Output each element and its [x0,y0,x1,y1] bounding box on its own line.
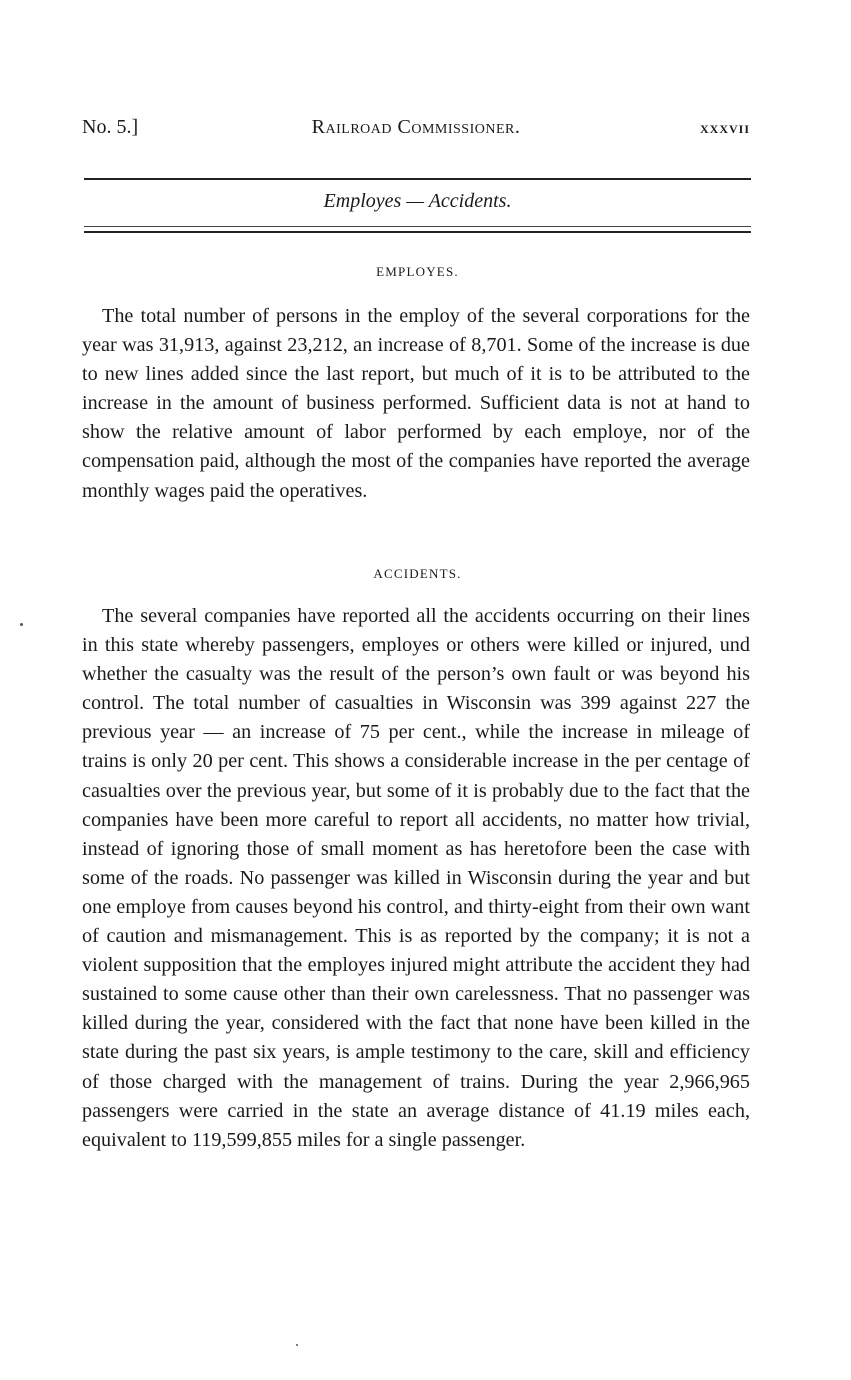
document-number: No. 5.] [82,116,139,138]
page-numeral: xxxvii [699,118,750,137]
accidents-heading: ACCIDENTS. [373,566,462,581]
bottom-rule [84,231,751,233]
accidents-paragraph: The several companies have reported all the accidents occurring on their lines in this state whereby passengers, employes or others were killed or injured, und whether the casualty was the result of the person’s own fault or was beyond his control. The total number of casualties in Wisconsin was 399 against 227 the previous year — an increase of 75 per cent., while the increase in mileage of trains is only 20 per cent. This shows a considerable increase in the per centage of casualties over the previous year, but some of it is probably due to the fact that the companies have been more careful to report all accidents, no matter how trivial, instead of ignoring those of small moment as has heretofore been the case with some of the roads. No passenger was killed in Wisconsin during the year and but one employe from causes beyond his control, and thirty-eight from their own want of caution and mismanagement. This is as reported by the company; it is not a violent supposition that the employes injured might attribute the accident they had sustained to some cause other than their own carelessness. That no passenger was killed during the year, considered with the fact that none have been killed in the state during the past six years, is ample testimony to the care, skill and efficiency of those charged with the management of trains. During the year 2,966,965 passengers were carried in the state an average distance of 41.19 miles each, equivalent to 119,599,855 miles for a single passenger. [82,605,750,1151]
paper-speck [20,623,23,626]
bottom-rule-thin [84,226,751,227]
running-title: Railroad Commissioner. [311,116,521,138]
top-rule [84,178,751,180]
section-subtitle: Employes — Accidents. [323,190,512,212]
employes-paragraph: The total number of persons in the employ of the several corporations for the year was 31,913, against 23,212, an increase of 8,701. Some of the increase is due to new lines added since the last report, but much of it is to be attributed to the increase in the amount of business performed. Sufficient data is not at hand to show the relative amount of labor performed by each employe, nor of the compensation paid, although the most of the companies have reported the average monthly wages paid the operatives. [82,305,750,502]
paper-speck [296,1344,298,1346]
employes-heading: EMPLOYES. [376,264,459,279]
running-head [82,116,750,146]
